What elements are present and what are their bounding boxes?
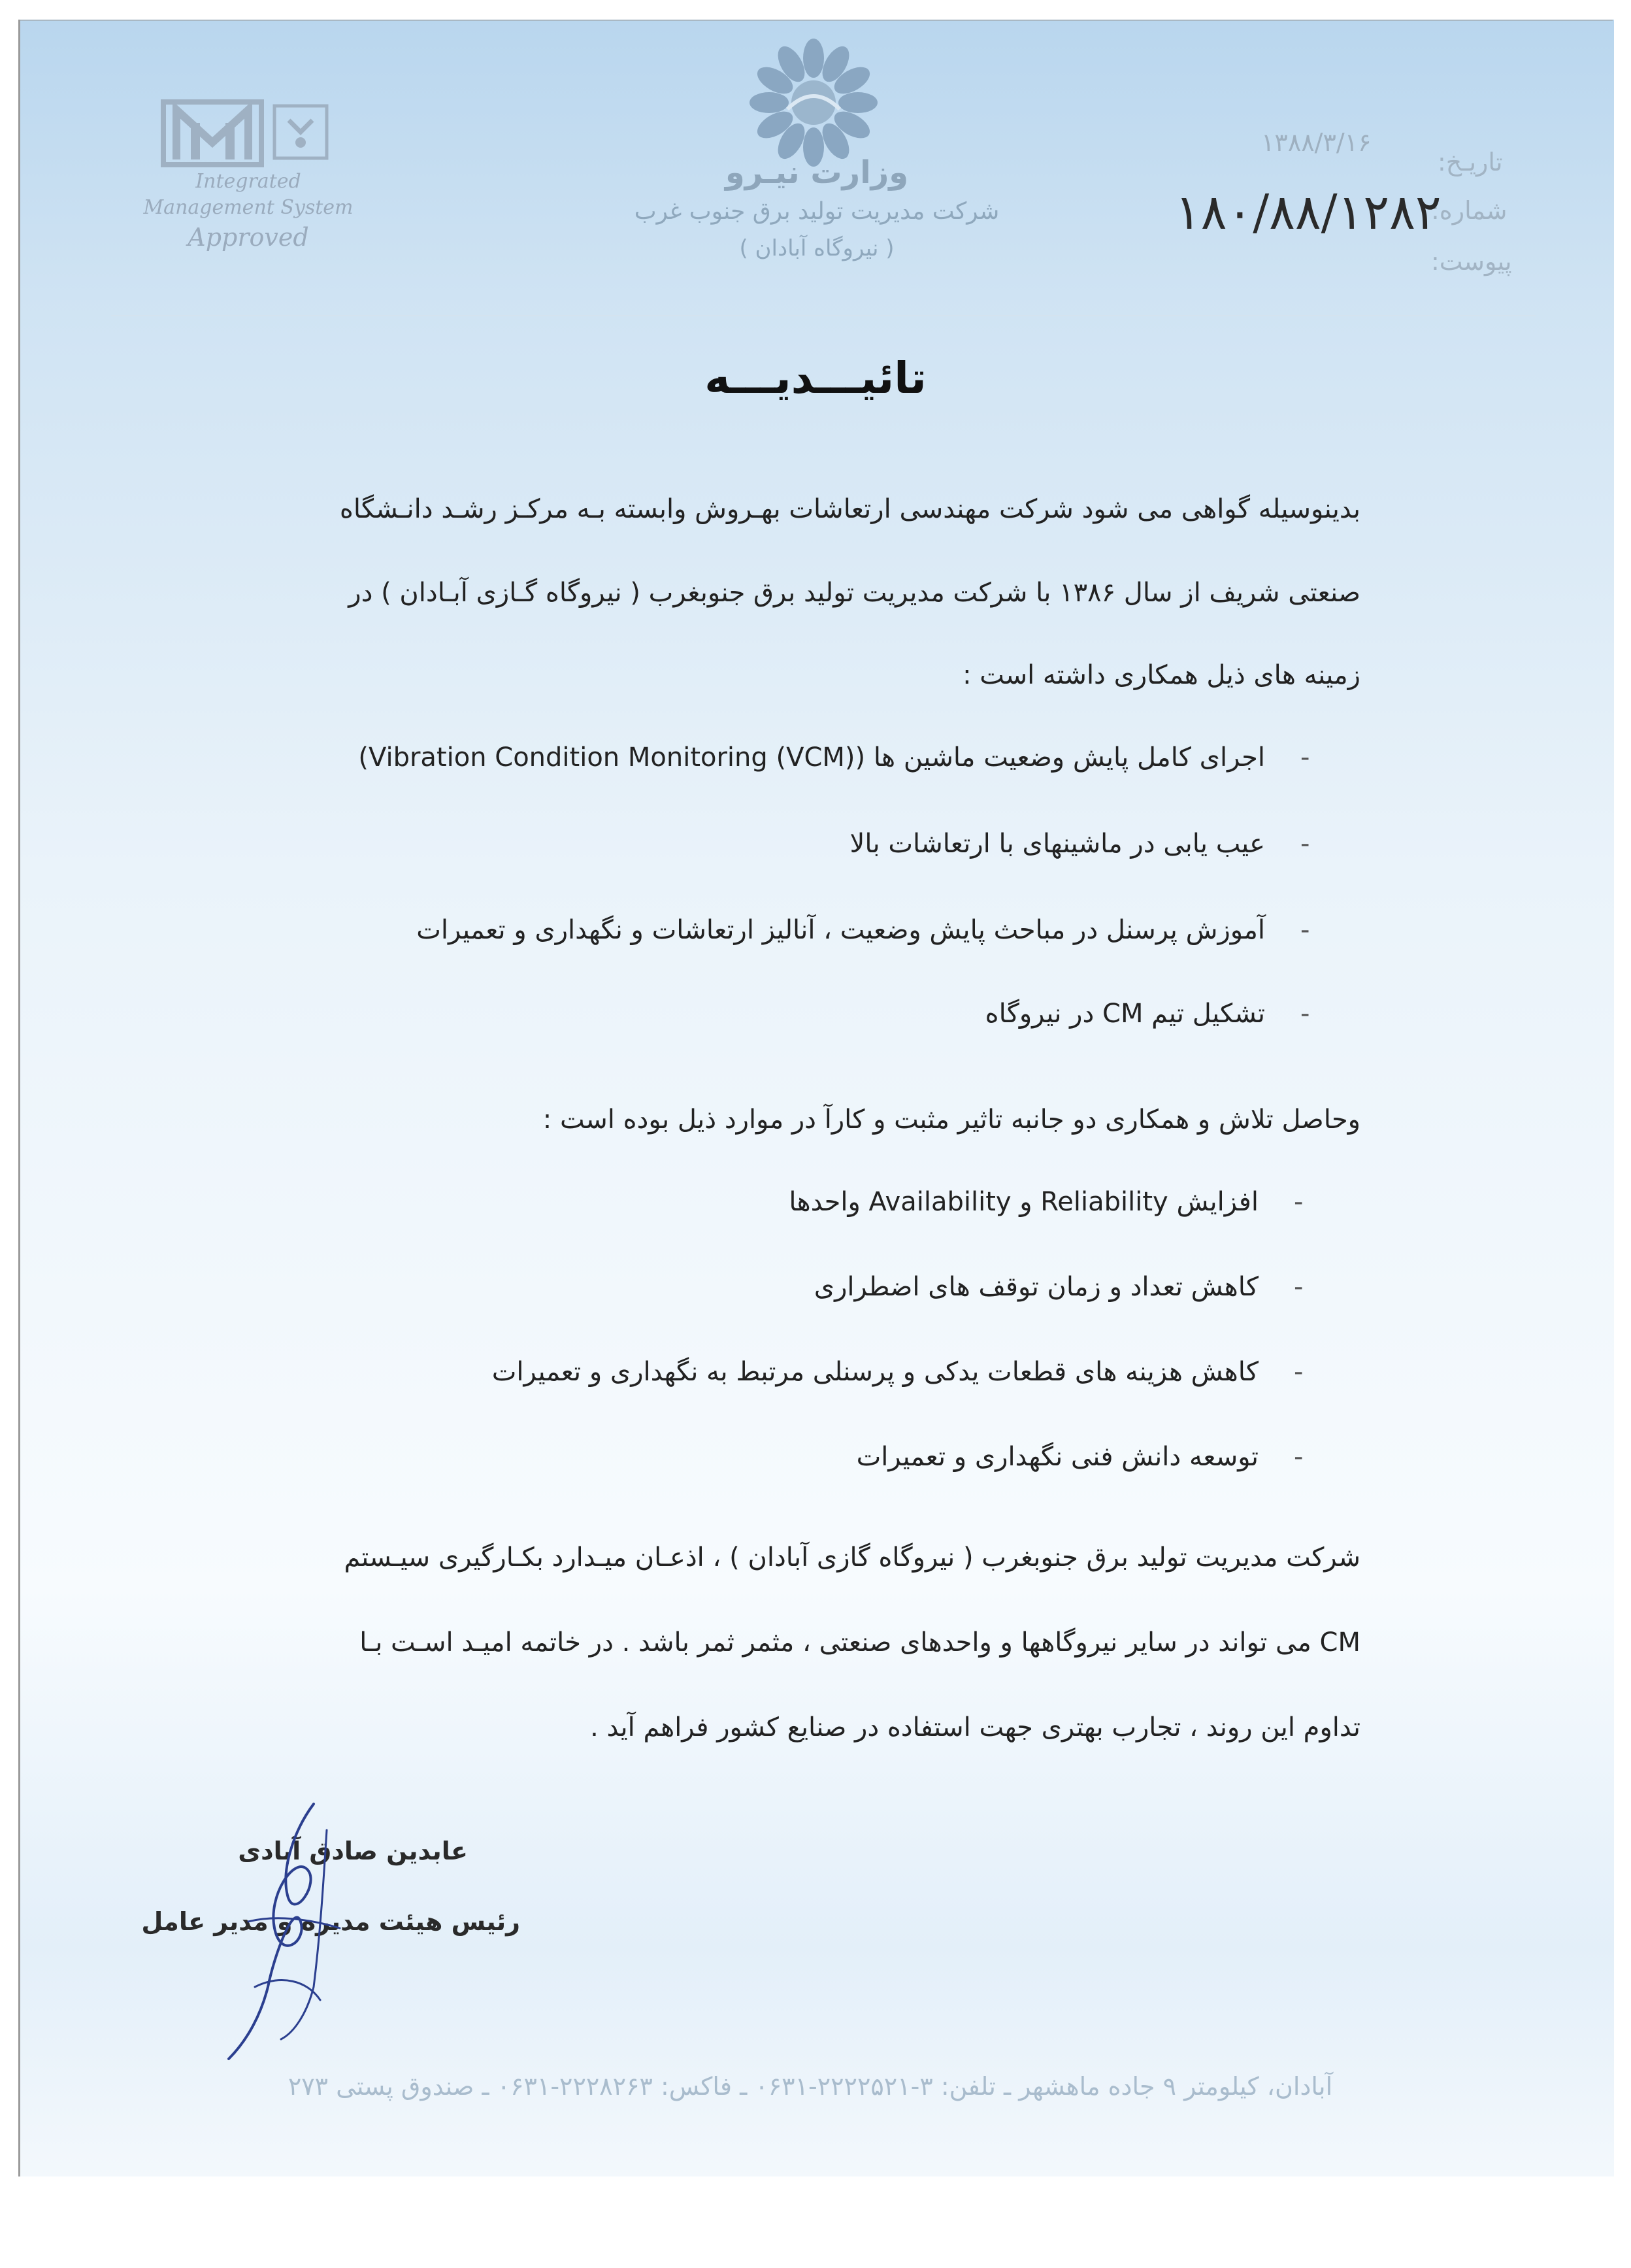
letterhead-footer: آبادان، کیلومتر ۹ جاده ماهشهر ـ تلفن: ۳-۲۲۲۲۵۲۱-۰۶۳۱ ـ فاکس: ۲۲۲۸۲۶۳-۰۶۳۱ ـ صندوق پستی ۲۷۳ — [288, 2072, 1333, 2101]
date-value: ۱۳۸۸/۳/۱۶ — [1261, 128, 1372, 157]
cooperation-item-3: آموزش پرسنل در مباحث پایش وضعیت ، آنالیز ارتعاشات و نگهداری و تعمیرات — [416, 915, 1265, 945]
closing-line-2: CM می تواند در سایر نیروگاهها و واحدهای صنعتی ، مثمر ثمر باشد . در خاتمه امیـد اسـت بـا — [359, 1627, 1360, 1658]
scan-edge-top — [18, 20, 1613, 21]
result-item-3: کاهش هزینه های قطعات یدکی و پرسنلی مرتبط به نگهداری و تعمیرات — [491, 1357, 1259, 1387]
company-name: شرکت مدیریت تولید برق جنوب غرب — [634, 198, 1000, 225]
attachment-label: پیوست: — [1431, 247, 1512, 276]
plant-name: ( نیروگاه آبادان ) — [739, 235, 895, 261]
bullet-dash: - — [1294, 1442, 1304, 1472]
bullet-dash: - — [1294, 1272, 1304, 1302]
number-label: شماره: — [1431, 196, 1507, 225]
intro-line-3: زمینه های ذیل همکاری داشته است : — [963, 660, 1360, 690]
cooperation-item-4: تشکیل تیم CM در نیروگاه — [985, 999, 1265, 1029]
result-item-1: افزایش Reliability و Availability واحدها — [789, 1187, 1259, 1217]
ims-line-2: Management System — [143, 196, 354, 219]
header-divider — [111, 315, 1536, 316]
ims-line-3: Approved — [188, 223, 309, 252]
bullet-dash: - — [1300, 829, 1310, 859]
number-value: ۱۸۰/۸۸/۱۲۸۲ — [1175, 184, 1442, 241]
closing-line-1: شرکت مدیریت تولید برق جنوبغرب ( نیروگاه گازی آبادان ) ، اذعـان میـدارد بکـارگیری سیـستم — [344, 1543, 1360, 1573]
bullet-dash: - — [1300, 999, 1310, 1029]
handwritten-signature — [209, 1791, 379, 2065]
intro-line-2: صنعتی شریف از سال ۱۳۸۶ با شرکت مدیریت تولید برق جنوبغرب ( نیروگاه گـازی آبـادان ) در — [348, 578, 1360, 608]
date-label: تاریـخ: — [1438, 148, 1503, 176]
bullet-dash: - — [1300, 915, 1310, 945]
ims-approved-logo — [131, 97, 366, 280]
ministry-emblem-icon — [745, 34, 882, 171]
bullet-dash: - — [1300, 742, 1310, 773]
intro-line-1: بدینوسیله گواهی می شود شرکت مهندسی ارتعاشات بهـروش وابسته بـه مرکـز رشـد دانـشگاه — [339, 494, 1360, 524]
ims-line-1: Integrated — [195, 170, 301, 193]
cooperation-item-1: اجرای کامل پایش وضعیت ماشین ها (Vibration Condition Monitoring (VCM)) — [358, 742, 1265, 773]
bullet-dash: - — [1294, 1357, 1304, 1387]
scan-edge-left — [18, 20, 20, 2176]
ministry-header — [588, 152, 1046, 267]
result-item-2: کاهش تعداد و زمان توقف های اضطراری — [814, 1272, 1259, 1302]
closing-line-3: تداوم این روند ، تجارب بهتری جهت استفاده در صنایع کشور فراهم آید . — [590, 1712, 1360, 1743]
signatory-name: عابدین صادق آبادی — [238, 1837, 468, 1865]
cooperation-item-2: عیب یابی در ماشینهای با ارتعاشات بالا — [849, 829, 1265, 859]
document-title: تائیـــدیـــه — [704, 353, 927, 403]
bullet-dash: - — [1294, 1187, 1304, 1217]
result-intro: وحاصل تلاش و همکاری دو جانبه تاثیر مثبت و کارآ در موارد ذیل بوده است : — [542, 1105, 1360, 1135]
signatory-position: رئیس هیئت مدیره و مدیر عامل — [141, 1907, 520, 1936]
ministry-name: وزارت نیـرو — [725, 154, 909, 191]
ims-mark-icon — [150, 97, 346, 169]
result-item-4: توسعه دانش فنی نگهداری و تعمیرات — [856, 1442, 1259, 1472]
